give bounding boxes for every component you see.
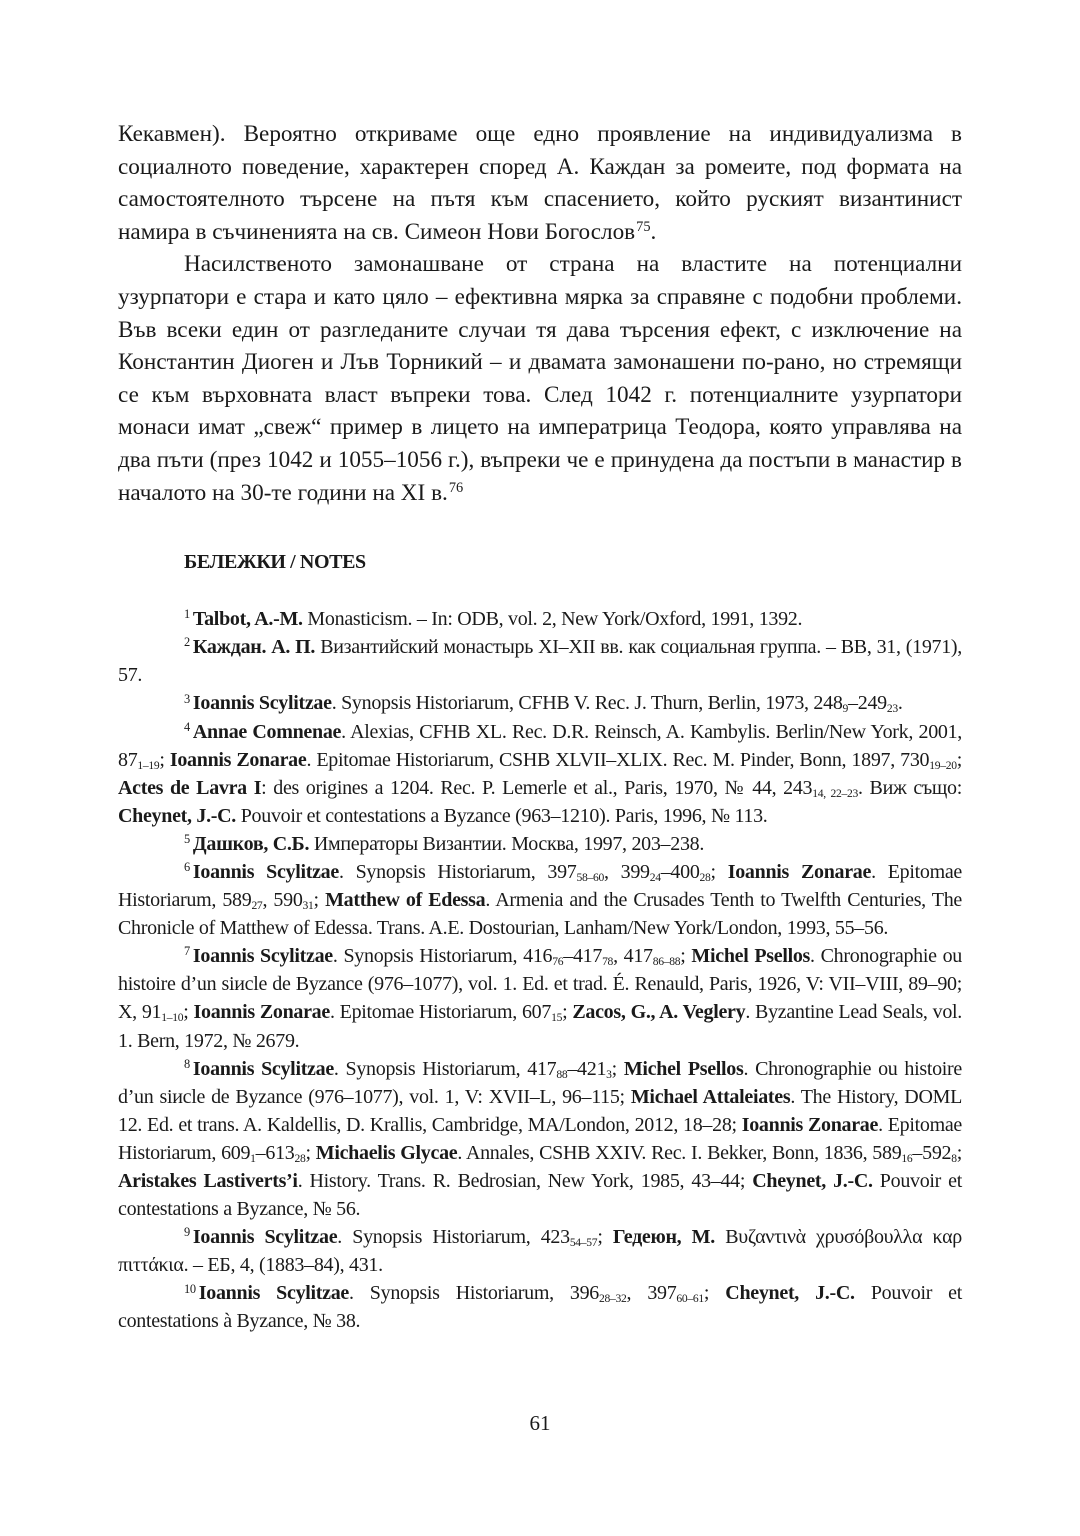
body-text [118, 118, 962, 509]
footnote-ref-75[interactable]: 75 [636, 218, 651, 235]
note-8: $^8$ Ioannis Scylitzae. Synopsis Historiarum, $417_{88}-421_3$; Michel Psellos. Chronographie ou histoire d’un siиcle de Byzance (976–1077), vol. 1, V: XVII–L, 96–115; Michael Attaleiates. The History, DOML 12. Ed. et trans. A. Kaldellis, D. Krallis, Cambridge, MA/London, 2012, 18–28; Ioannis Zonarae. Epitomae Historiarum, $609_1-613_{28}$; Michaelis Glycae. Annales, CSHB XXIV. Rec. I. Bekker, Bonn, 1836, $589_{16}-592_8$; Aristakes Lastiverts’i. History. Trans. R. Bedrosian, New York, 1985, 43–44; Cheynet, J.-C. Pouvoir et contestations a Byzance, № 56. [118, 1056, 962, 1221]
footnote-ref-76[interactable]: 76 [448, 479, 464, 496]
note-9: $^9$ Ioannis Scylitzae. Synopsis Historiarum, $423_{54-57}$; Гедеюн, М. Βυζαντινὰ χρυσόβουλλα καρ πιττάκια. – ЕБ, 4, (1883–84), 431. [118, 1225, 962, 1277]
note-6: $^6$ Ioannis Scylitzae. Synopsis Historiarum, $397_{58-60}$, $399_{24}-400_{28}$; Ioannis Zonarae. Epitomae Historiarum, $589_{27}$, $590_{31}$; Matthew of Edessa. Armenia and the Crusades Tenth to Twelfth Centuries, The Chronicle of Matthew of Edessa. Trans. A.E. Dostourian, Lanham/New York/London, 1993, 55–56. [118, 860, 962, 940]
notes-heading: БЕЛЕЖКИ / NOTES [184, 551, 366, 574]
page-number: 61 [529, 1411, 551, 1435]
note-4: $^4$ Annae Comnenae. Alexias, CFHB XL. Rec. D.R. Reinsch, A. Kambylis. Berlin/New York, 2001, $87_{1-19}$; Ioannis Zonarae. Epitomae Historiarum, CSHB XLVII–XLIX. Rec. M. Pinder, Bonn, 1897, $730_{19-20}$; Actes de Lavra I: des origines a 1204. Rec. P. Lemerle et al., Paris, 1970, № 44, $243_{14, 22-23}$. Виж също: Cheynet, J.-C. Pouvoir et contestations a Byzance (963–1210). Paris, 1996, № 113. [118, 719, 962, 827]
note-2: $^2$ Каждан. А. П. Византийский монастырь XI–XII вв. как социальная группа. – ВВ, 31, (1971), 57. [118, 635, 962, 687]
notes-list [118, 605, 962, 1335]
body-paragraph-1: Кекавмен). Вероятно откриваме още едно проявление на индивидуализма в социалното поведение, характерен според А. Каждан за ромеите, под формата на самостоятелното търсене на пътя към спасението, който руският византинист намира в съчиненията на св. Симеон Нови Богослов$^{75}$. [118, 121, 962, 245]
page-content [118, 118, 962, 1336]
body-paragraph-2: Насилственото замонашване от страна на властите на потенциални узурпатори е стара и като цяло – ефективна мярка за справяне с подобни проблеми. Във всеки един от разгледаните случаи тя дава търсения ефект, с изключение на Константин Диоген и Лъв Торникий – и двамата замонашени по-рано, но стремящи се към върховната власт въпреки това. След 1042 г. потенциалните узурпатори монаси имат „свеж“ пример в лицето на императрица Теодора, която управлява на два пъти (през 1042 и 1055–1056 г.), въпреки че е принудена да постъпи в манастир в началото на 30-те години на XI в.$^{76}$ [118, 251, 962, 506]
note-7: $^7$ Ioannis Scylitzae. Synopsis Historiarum, $416_{76}-417_{78}$, $417_{86-88}$; Michel Psellos. Chronographie ou histoire d’un siиcle de Byzance (976–1077), vol. 1. Ed. et trad. É. Renauld, Paris, 1926, V: VII–VIII, 89–90; X, $91_{1-10}$; Ioannis Zonarae. Epitomae Historiarum, $607_{15}$; Zacos, G., A. Veglery. Byzantine Lead Seals, vol. 1. Bern, 1972, № 2679. [118, 944, 962, 1052]
note-5: $^5$ Дашков, С.Б. Императоры Византии. Москва, 1997, 203–238. [184, 832, 705, 855]
note-10: $^{10}$ Ioannis Scylitzae. Synopsis Historiarum, $396_{28-32}$, $397_{60-61}$; Cheynet, J.-C. Pouvoir et contestations à Byzance, № 38. [118, 1281, 962, 1333]
note-3: $^3$ Ioannis Scylitzae. Synopsis Historiarum, CFHB V. Rec. J. Thurn, Berlin, 1973, $248_9-249_{23}$. [184, 691, 903, 716]
note-1: $^1$ Talbot, A.-M. Monasticism. – In: ODB, vol. 2, New York/Oxford, 1991, 1392. [184, 607, 803, 631]
